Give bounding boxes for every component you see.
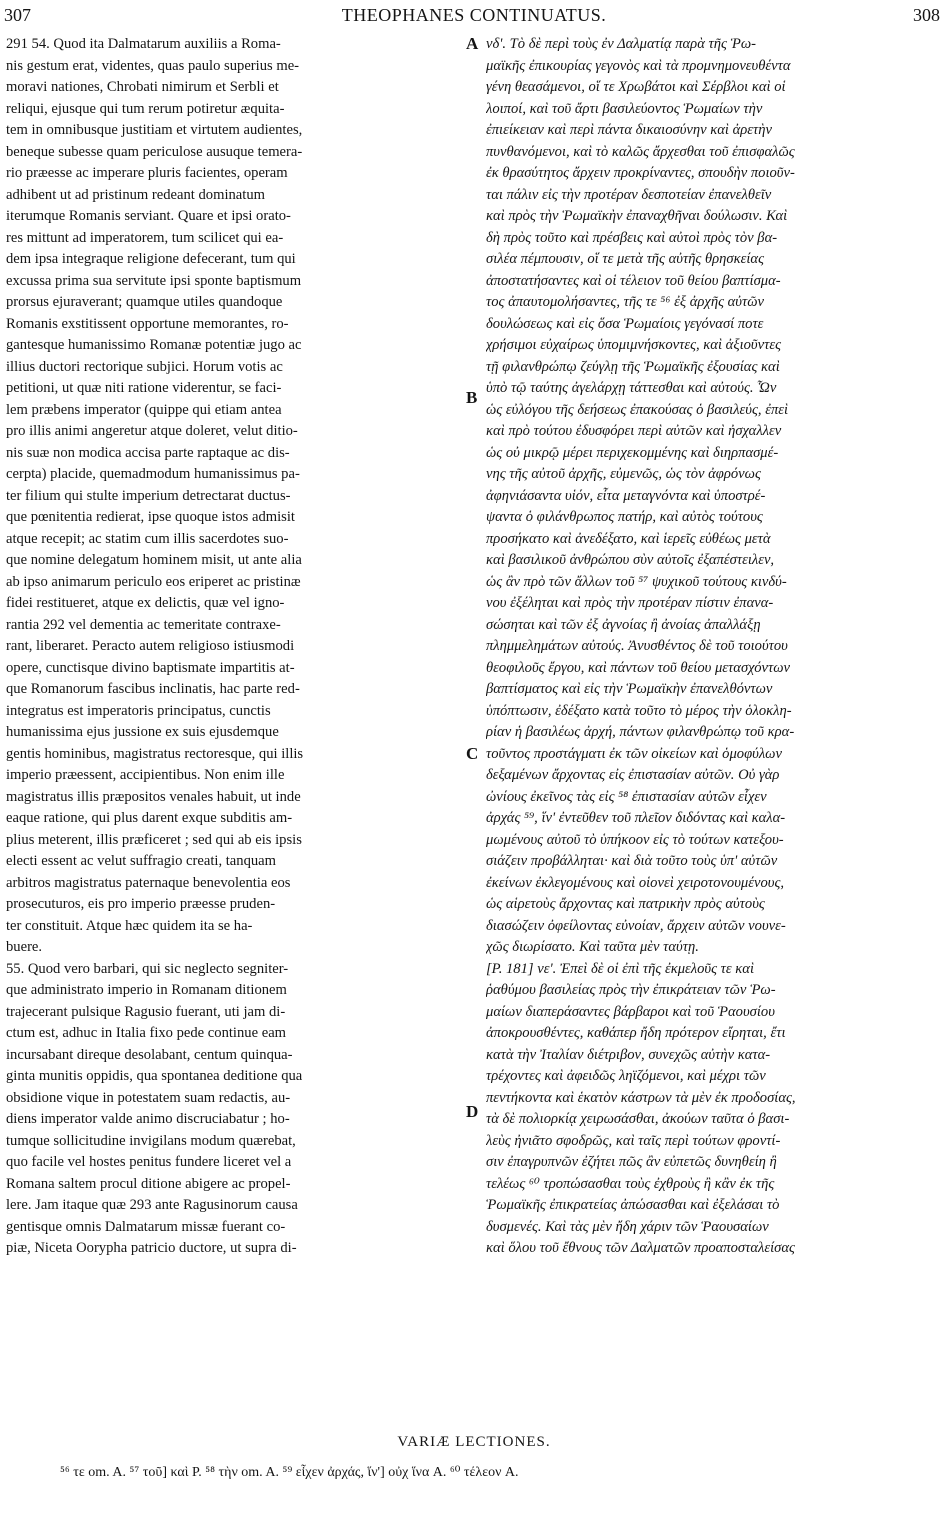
- greek-text-line: ἀποκρουσθέντες, καθάπερ ἤδη πρότερον εἴρηται, ἔτι: [486, 1025, 786, 1041]
- greek-text-line: ψαντα ὁ φιλάνθρωπος πατήρ, καὶ αὐτὸς τούτους: [486, 509, 763, 525]
- latin-text-line: gentisque omnis Dalmatarum missæ fuerant co-: [6, 1218, 286, 1235]
- greek-text-line: ἀρχάς ⁵⁹, ἵν' ἐντεῦθεν τοῦ πλεῖον διδόντας καὶ καλα-: [486, 810, 786, 826]
- greek-text-line: δουλώσεως καὶ εἰς ὅσα Ῥωμαίοις γεγόνασί ποτε: [486, 315, 764, 332]
- variae-lectiones-heading: VARIÆ LECTIONES.: [397, 1434, 551, 1450]
- latin-text-line: integratus est imperatoris principatus, cunctis: [6, 702, 271, 719]
- margin-letter-d: D: [466, 1102, 479, 1121]
- greek-text-line: ἐκ θρασύτητος ἄρχειν προκρίναντες, σπουδὴν ποιοῦν-: [486, 165, 795, 181]
- greek-text-line: Ῥωμαϊκῆς ἐπικρατείας ἀπώσασθαι καὶ ἐξελάσαι τὸ: [486, 1197, 780, 1213]
- greek-text-line: νης τῆς αὐτοῦ ἀρχῆς, εὐμενῶς, ὡς τὸν ἀφρόνως: [486, 466, 761, 482]
- latin-text-line: illius ductori rectorique subjici. Horum votis ac: [6, 358, 283, 375]
- latin-text-line: atque recepit; ac statim cum illis sacerdotes suo-: [6, 530, 289, 547]
- latin-text-line: quo facile vel hostes penitus fundere liceret vel a: [6, 1154, 292, 1170]
- greek-text-line: ἐκείνων ἐκλεγομένους καὶ οἱονεὶ χειροτονουμένους,: [486, 874, 785, 891]
- greek-text-line: λεὺς ἠνιᾶτο σφοδρῶς, καὶ ταῖς περὶ τούτων φροντί-: [486, 1132, 781, 1149]
- latin-text-line: dem ipsa integraque religione defecerant, tum qui: [6, 251, 296, 267]
- greek-text-line: προσήκατο καὶ ἀνεδέξατο, καὶ ἱερεῖς εὐθέως μετὰ: [486, 530, 771, 547]
- latin-text-line: Romanis exstitissent opportune memorantes, ro-: [6, 315, 289, 332]
- latin-text-line: iterumque Romanis serviant. Quare et ipsi orato-: [6, 208, 291, 224]
- latin-text-line: tem in omnibusque justitiam et virtutem audientes,: [6, 122, 303, 138]
- greek-text-line: νου ἐξέληται καὶ πρὸς τὴν προτέραν πίστιν ἐπανα-: [486, 595, 774, 611]
- latin-text-line: adhibent ut ad pristinum redeant dominatum: [6, 186, 265, 203]
- greek-text-line: νδ'. Τὸ δὲ περὶ τοὺς ἐν Δαλματίᾳ παρὰ τῆς Ῥω-: [486, 36, 757, 52]
- latin-text-line: lem præbens imperator (quippe qui etiam antea: [6, 401, 282, 418]
- latin-text-line: trajecerant pulsique Ragusio fuerant, uti jam di-: [6, 1003, 286, 1020]
- greek-text-line: δὴ πρὸς τοῦτο καὶ πρέσβεις καὶ αὐτοὶ πρὸς τὸν βα-: [486, 229, 778, 246]
- greek-text-line: ῥαθύμου βασιλείας πρὸς τὴν ἐπικράτειαν τῶν Ῥω-: [486, 982, 776, 998]
- greek-text-line: καὶ βασιλικοῦ ἀνθρώπου σὺν αὐτοῖς ἐξαπέστειλεν,: [486, 552, 775, 568]
- latin-text-line: ginta munitis oppidis, qua spontanea deditione qua: [6, 1068, 303, 1084]
- latin-text-line: que Romanorum fascibus inclinatis, hac parte red-: [6, 681, 300, 697]
- latin-text-line: nis gestum erat, videntes, quas paulo superius me-: [6, 57, 300, 74]
- greek-text-line: βαπτίσματος καὶ εἰς τὴν Ῥωμαϊκὴν ἐπανελθόντων: [486, 681, 773, 697]
- latin-text-line: lere. Jam itaque quæ 293 ante Ragusinorum causa: [6, 1197, 298, 1213]
- greek-text-line: δυσμενές. Καὶ τὰς μὲν ἤδη χάριν τῶν Ῥαουσαίων: [486, 1218, 769, 1235]
- latin-text-line: humanissima ejus jussione ex suis ejusdemque: [6, 724, 279, 740]
- greek-text-line: λοιποί, καὶ τοῦ ἄρτι βασιλεύοντος Ῥωμαίων τὴν: [486, 100, 763, 117]
- margin-letter-b: B: [466, 388, 478, 407]
- latin-text-line: gentis hominibus, magistratus rectoresque, qui illis: [6, 745, 304, 762]
- greek-text-line: ὡς αἱρετοὺς ἄρχοντας καὶ πατρικὴν πρὸς αὐτοὺς: [486, 896, 765, 912]
- latin-text-line: obsidione vique in potestatem suam redactis, au-: [6, 1089, 291, 1106]
- latin-text-line: rant, liberaret. Peracto autem religioso istiusmodi: [6, 638, 295, 654]
- greek-text-line: γένη θεασάμενοι, οἵ τε Χρωβάτοι καὶ Σέρβλοι καὶ οἱ: [486, 79, 786, 95]
- margin-letter-c: C: [466, 744, 479, 763]
- latin-text-line: piæ, Niceta Oorypha patricio ductore, ut supra di-: [6, 1240, 297, 1256]
- greek-text-line: ὑπὸ τῷ ταύτης ἀγελάρχῃ τάττεσθαι καὶ αὐτούς. Ὧν: [486, 380, 777, 396]
- greek-text-line: ἐπιείκειαν καὶ περὶ πάντα δικαιοσύνην καὶ ἀρετὴν: [486, 122, 772, 138]
- latin-text-line: beneque subesse quam periculose ausuque temera-: [6, 143, 303, 160]
- latin-text-line: moravi nationes, Chrobati nimirum et Serbli et: [6, 79, 279, 95]
- greek-text-line: μαϊκῆς ἐπικουρίας γεγονὸς καὶ τὰ προμνημονευθέντα: [486, 57, 791, 74]
- latin-text-line: res mittunt ad imperatorem, tum scilicet qui ea-: [6, 229, 284, 246]
- latin-text-line: prosecuturos, eis pro imperio præesse pruden-: [6, 896, 276, 912]
- latin-text-line: ter filium qui stulte imperium detrectarat ductus-: [6, 487, 291, 504]
- latin-text-line: arbitros magistratus paternaque benevolentia eos: [6, 874, 291, 891]
- greek-text-line: τρέχοντες καὶ ἀφειδῶς ληϊζόμενοι, καὶ μέχρι τῶν: [486, 1068, 766, 1084]
- greek-text-line: καὶ πρὸς τὴν Ῥωμαϊκὴν ἐπαναχθῆναι δούλωσιν. Καὶ: [486, 208, 788, 224]
- latin-text-line: fidei restitueret, atque ex delictis, quæ vel igno-: [6, 595, 285, 611]
- latin-text-line: rio præesse ac imperare pluris facientes, operam: [6, 165, 288, 181]
- greek-text-line: χρήσιμοι εὐχαίρως ὑπομιμνήσκοντες, καὶ ἀξιοῦντες: [486, 337, 781, 353]
- latin-text-line: plius meterent, illis præficeret ; sed qui ab eis ipsis: [6, 831, 302, 848]
- greek-text-line: πλημμελημάτων αὐτούς. Ἀνυσθέντος δὲ τοῦ τοιούτου: [486, 638, 788, 654]
- latin-text-line: gantesque humanissimo Romanæ potentiæ jugo ac: [6, 337, 302, 353]
- running-title: THEOPHANES CONTINUATUS.: [341, 5, 607, 25]
- greek-text-line: καὶ ὅλου τοῦ ἔθνους τῶν Δαλματῶν προαποσταλείσας: [486, 1240, 795, 1256]
- greek-text-line: τοῦντος προστάγματι ἐκ τῶν οἰκείων καὶ ὁμοφύλων: [486, 745, 782, 762]
- latin-text-line: que pœnitentia redierat, ipse quoque istos admisit: [6, 509, 295, 525]
- greek-text-line: ρίαν ἡ βασιλέως ἀρχή, πάντων φιλανθρώπῳ τοῦ κρα-: [486, 724, 795, 740]
- greek-text-line: μαίων διαπεράσαντες βάρβαροι καὶ τοῦ Ῥαουσίου: [486, 1003, 775, 1020]
- page-number-left: 307: [4, 5, 31, 25]
- latin-text-line: petitioni, ut quæ niti ratione viderentur, se faci-: [6, 380, 282, 396]
- greek-text-line: ὡς ἂν πρὸ τῶν ἄλλων τοῦ ⁵⁷ ψυχικοῦ τούτους κινδύ-: [486, 573, 787, 590]
- latin-text-line: prorsus ejuraverant; quamque utiles quandoque: [6, 294, 283, 310]
- latin-text-line: magistratus illis præpositos venales habuit, ut inde: [6, 788, 301, 805]
- greek-text-line: τελέως ⁶⁰ τροπώσασθαι τοὺς ἐχθροὺς ἢ κἂν ἐκ τῆς: [486, 1175, 775, 1192]
- latin-text-line: ctum est, adhuc in Italia fixo pede continue eam: [6, 1025, 287, 1041]
- latin-text-line: Romana saltem procul ditione abigere ac propel-: [6, 1175, 291, 1192]
- latin-text-line: imperio præessent, accipientibus. Non enim ille: [6, 767, 285, 783]
- latin-text-line: rantia 292 vel dementia ac temeritate contraxe-: [6, 616, 281, 633]
- greek-text-line: διασώζειν ὀφείλοντας εὐνοίαν, ἄρχειν αὐτῶν νουνε-: [486, 917, 786, 934]
- greek-text-line: μωμένους αὐτοῦ τὸ ὑπήκοον εἰς τὸ τούτων κατεξου-: [486, 831, 784, 848]
- latin-text-line: incursabant direque desolabant, centum quinqua-: [6, 1046, 293, 1063]
- greek-text-line: πεντήκοντα καὶ ἑκατὸν κάστρων τὰ μὲν ἐκ προδοσίας,: [486, 1089, 796, 1106]
- running-header: [0, 2, 948, 28]
- latin-text-line: ter constituit. Atque hæc quidem ita se ha-: [6, 917, 253, 934]
- greek-text-line: [P. 181] νε'. Ἐπεὶ δὲ οἱ ἐπὶ τῆς ἐκμελοῦς τε καὶ: [486, 960, 755, 977]
- latin-text-line: nis suæ non modica accisa parte raptaque ac dis-: [6, 444, 290, 461]
- latin-text-line: tumque sollicitudine invigilans modum quærebat,: [6, 1132, 296, 1149]
- greek-text-line: χῶς διωρίσατο. Καὶ ταῦτα μὲν ταύτῃ.: [486, 939, 699, 955]
- greek-text-line: δεξαμένων ἄρχοντας εἰς ἐπιστασίαν αὐτῶν. Οὐ γὰρ: [486, 767, 780, 783]
- latin-text-line: 55. Quod vero barbari, qui sic neglecto segniter-: [6, 960, 289, 977]
- greek-text-line: σώσηται καὶ τῶν ἐξ ἀγνοίας ἢ ἀνοίας ἀπαλλάξῃ: [486, 616, 761, 633]
- latin-text-column: [6, 34, 462, 1260]
- margin-letter-a: A: [466, 34, 479, 53]
- greek-text-line: θεοφιλοῦς ἔργου, καὶ πάντων τοῦ θείου μετασχόντων: [486, 659, 791, 676]
- latin-text-line: opere, cunctisque divino baptismate impartitis at-: [6, 659, 295, 676]
- greek-text-column: [486, 34, 942, 1260]
- greek-text-line: σιάζειν προβάλληται· καὶ διὰ τοῦτο τοὺς ὑπ' αὐτῶν: [486, 853, 778, 869]
- greek-text-line: ὠνίους ἐκεῖνος τὰς εἰς ⁵⁸ ἐπιστασίαν αὐτῶν εἶχεν: [486, 788, 767, 805]
- greek-text-line: σιλέα πέμπουσιν, οἵ τε μετὰ τῆς αὐτῆς θρησκείας: [486, 251, 765, 267]
- greek-text-line: ται πάλιν εἰς τὴν προτέραν δεσποτείαν ἐπανελθεῖν: [486, 186, 772, 203]
- greek-text-line: κατὰ τὴν Ἰταλίαν διέτριβον, συνεχῶς αὐτὴν κατα-: [486, 1046, 771, 1063]
- latin-text-line: pro illis animi angeretur atque doleret, velut ditio-: [6, 423, 298, 439]
- page-number-right: 308: [913, 5, 940, 25]
- latin-text-line: cerpta) placide, quemadmodum humanissimus pa-: [6, 466, 300, 482]
- greek-text-line: σιν ἐπαγρυπνῶν ἐζήτει πῶς ἂν εὐπετῶς δυνηθείη ἢ: [486, 1154, 777, 1170]
- greek-text-line: ὑπόπτωσιν, ἐδέξατο κατὰ τοῦτο τὸ μέρος τὴν ὁλοκλη-: [486, 702, 792, 719]
- variae-lectiones-notes: ⁵⁶ τε om. A. ⁵⁷ τοῦ] καὶ P. ⁵⁸ τὴν om. A. ⁵⁹ εἶχεν ἀρχάς, ἵν'] οὐχ ἵνα A. ⁶⁰ τέλεον A.: [60, 1465, 519, 1480]
- greek-text-line: ὡς οὐ μικρῷ μέρει περιχεκομμένης καὶ διηρπασμέ-: [486, 444, 779, 461]
- greek-text-line: τος ἀπαυτομολήσαντες, τῆς τε ⁵⁶ ἐξ ἀρχῆς αὐτῶν: [486, 294, 765, 310]
- latin-text-line: que nomine delegatum hominem misit, ut ante alia: [6, 552, 302, 568]
- latin-text-line: que administrato imperio in Romanam ditionem: [6, 982, 287, 998]
- greek-text-line: ἀποστατήσαντες καὶ οἱ τέλειον τοῦ θείου βαπτίσμα-: [486, 272, 781, 289]
- greek-text-line: πυνθανόμενοι, καὶ τὸ καλῶς ἄρχεσθαι τοῦ ἐπισφαλῶς: [486, 143, 795, 160]
- latin-text-line: 291 54. Quod ita Dalmatarum auxiliis a Roma-: [6, 36, 281, 52]
- greek-text-line: ἀφηνιάσαντα υἱόν, εἶτα μεταγνόντα καὶ ὑποστρέ-: [486, 487, 766, 504]
- latin-text-line: eaque ratione, qui plus darent exque subditis am-: [6, 810, 293, 826]
- greek-text-line: τὰ δὲ πολιορκίᾳ χειρωσάσθαι, ἀκούων ταῦτα ὁ βασι-: [486, 1111, 790, 1127]
- latin-text-line: diens imperator valde animo discruciabatur ; ho-: [6, 1111, 290, 1127]
- latin-text-line: electi essent ac velut suffragio creati, tanquam: [6, 853, 277, 869]
- latin-text-line: excussa prima sua servitute ipsi sponte baptismum: [6, 272, 302, 289]
- greek-text-line: ὡς εὐλόγου τῆς δεήσεως ἐπακούσας ὁ βασιλεύς, ἐπεὶ: [486, 401, 789, 418]
- latin-text-line: ab ipso animarum periculo eos eriperet ac pristinæ: [6, 573, 301, 590]
- greek-text-line: τῇ φιλανθρώπῳ ζεύγλῃ τῆς Ῥωμαϊκῆς ἐξουσίας καὶ: [486, 358, 780, 375]
- latin-text-line: buere.: [6, 939, 43, 955]
- latin-text-line: reliqui, ejusque qui tum rerum potiretur æquita-: [6, 100, 285, 117]
- greek-text-line: καὶ πρὸ τούτου ἐδυσφόρει περὶ αὐτῶν καὶ ἠσχαλλεν: [486, 423, 782, 439]
